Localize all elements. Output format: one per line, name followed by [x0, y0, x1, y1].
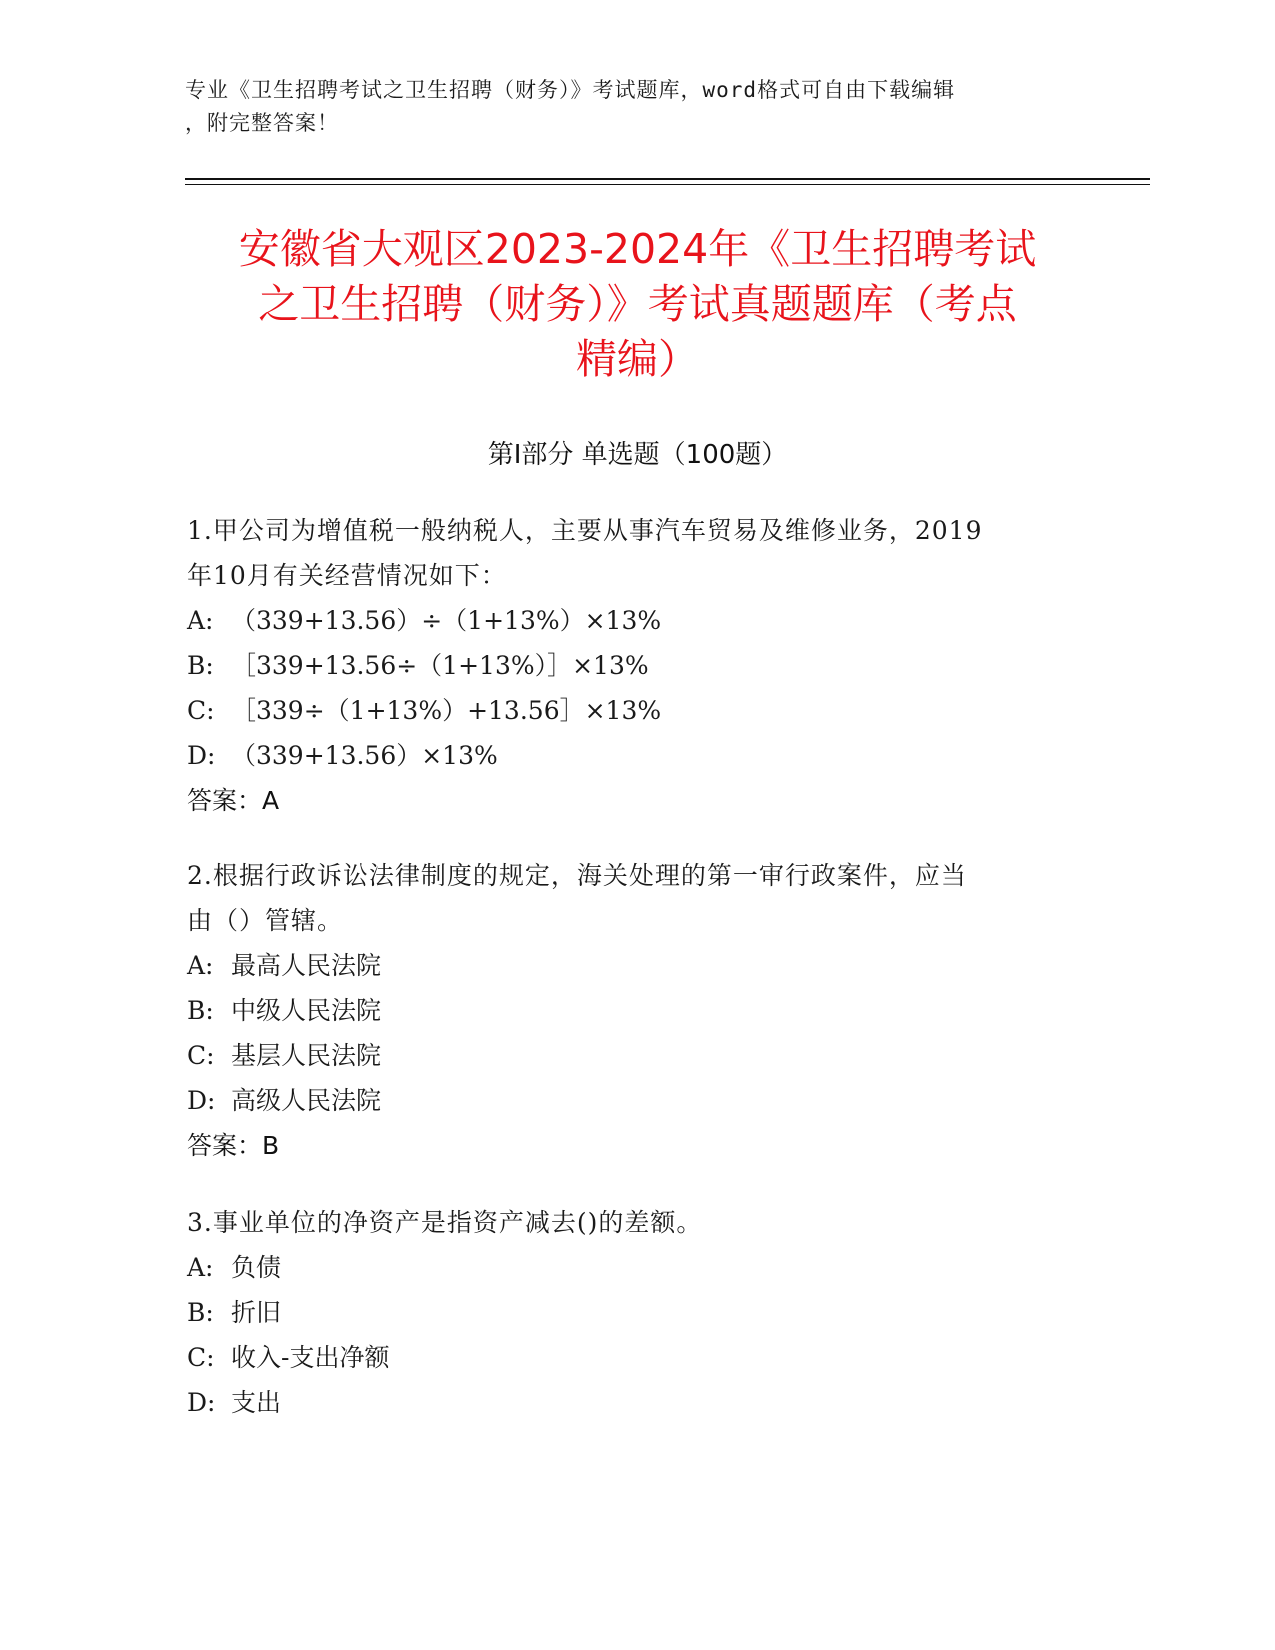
question-1-stem: [187, 508, 1057, 598]
question-3-option-b: [187, 1290, 1057, 1335]
option-text: 中级人民法院: [231, 996, 382, 1025]
header-note-line-1: 专业《卫生招聘考试之卫生招聘（财务）》考试题库，word格式可自由下载编辑: [185, 78, 956, 102]
option-text: 基层人民法院: [231, 1041, 382, 1070]
question-3: [187, 1200, 1057, 1425]
question-2-stem-line-2: 由（）管辖。: [187, 906, 344, 935]
question-3-stem-line-1: 3.事业单位的净资产是指资产减去()的差额。: [187, 1208, 703, 1237]
option-letter: C:: [187, 1041, 215, 1070]
question-2-stem: [187, 853, 1057, 943]
option-letter: A:: [187, 1253, 214, 1282]
question-3-option-d: [187, 1380, 1057, 1425]
option-text: 折旧: [231, 1298, 282, 1327]
option-letter: A:: [187, 951, 214, 980]
document-title-line-3: 精编）: [576, 335, 699, 383]
option-letter: C:: [187, 696, 215, 725]
document-title-line-2: 之卫生招聘（财务）》考试真题题库（考点: [258, 280, 1017, 328]
header-note: [185, 74, 1075, 140]
question-1-stem-line-2: 年10月有关经营情况如下：: [187, 561, 507, 590]
option-letter: A:: [187, 606, 214, 635]
option-letter: B:: [187, 996, 214, 1025]
question-2-option-d: [187, 1078, 1057, 1123]
document-title-line-1: 安徽省大观区2023-2024年《卫生招聘考试: [238, 225, 1037, 273]
option-letter: C:: [187, 1343, 215, 1372]
option-text: ［339÷（1+13%）+13.56］×13%: [231, 696, 662, 725]
question-2-answer: 答案：B: [187, 1131, 280, 1160]
question-1-answer: 答案：A: [187, 786, 280, 815]
question-3-option-a: [187, 1245, 1057, 1290]
question-3-stem: [187, 1200, 1057, 1245]
header-rule-thin: [185, 184, 1150, 185]
option-text: 高级人民法院: [231, 1086, 382, 1115]
option-letter: D:: [187, 741, 216, 770]
header-note-line-2: ，附完整答案！: [185, 111, 339, 135]
option-text: 负债: [231, 1253, 282, 1282]
question-1-option-b: [187, 643, 1057, 688]
option-letter: D:: [187, 1388, 216, 1417]
question-1-stem-line-1: 1.甲公司为增值税一般纳税人，主要从事汽车贸易及维修业务，2019: [187, 516, 983, 545]
option-text: （339+13.56）×13%: [231, 741, 498, 770]
question-2-option-a: [187, 943, 1057, 988]
question-2: [187, 853, 1057, 1168]
question-2-stem-line-1: 2.根据行政诉讼法律制度的规定，海关处理的第一审行政案件，应当: [187, 861, 967, 890]
option-letter: D:: [187, 1086, 216, 1115]
option-text: ［339+13.56÷（1+13%）］×13%: [231, 651, 649, 680]
question-1-option-d: [187, 733, 1057, 778]
section-title: 第Ⅰ部分 单选题（100题）: [487, 440, 788, 470]
option-letter: B:: [187, 1298, 214, 1327]
question-2-option-b: [187, 988, 1057, 1033]
question-1-option-a: [187, 598, 1057, 643]
document-title: [170, 222, 1105, 387]
question-1-option-c: [187, 688, 1057, 733]
option-text: 最高人民法院: [231, 951, 382, 980]
option-text: 收入-支出净额: [231, 1343, 390, 1372]
question-2-option-c: [187, 1033, 1057, 1078]
option-letter: B:: [187, 651, 214, 680]
option-text: 支出: [231, 1388, 282, 1417]
question-1: [187, 508, 1057, 823]
option-text: （339+13.56）÷（1+13%）×13%: [231, 606, 662, 635]
header-rule-thick: [185, 178, 1150, 180]
question-3-option-c: [187, 1335, 1057, 1380]
